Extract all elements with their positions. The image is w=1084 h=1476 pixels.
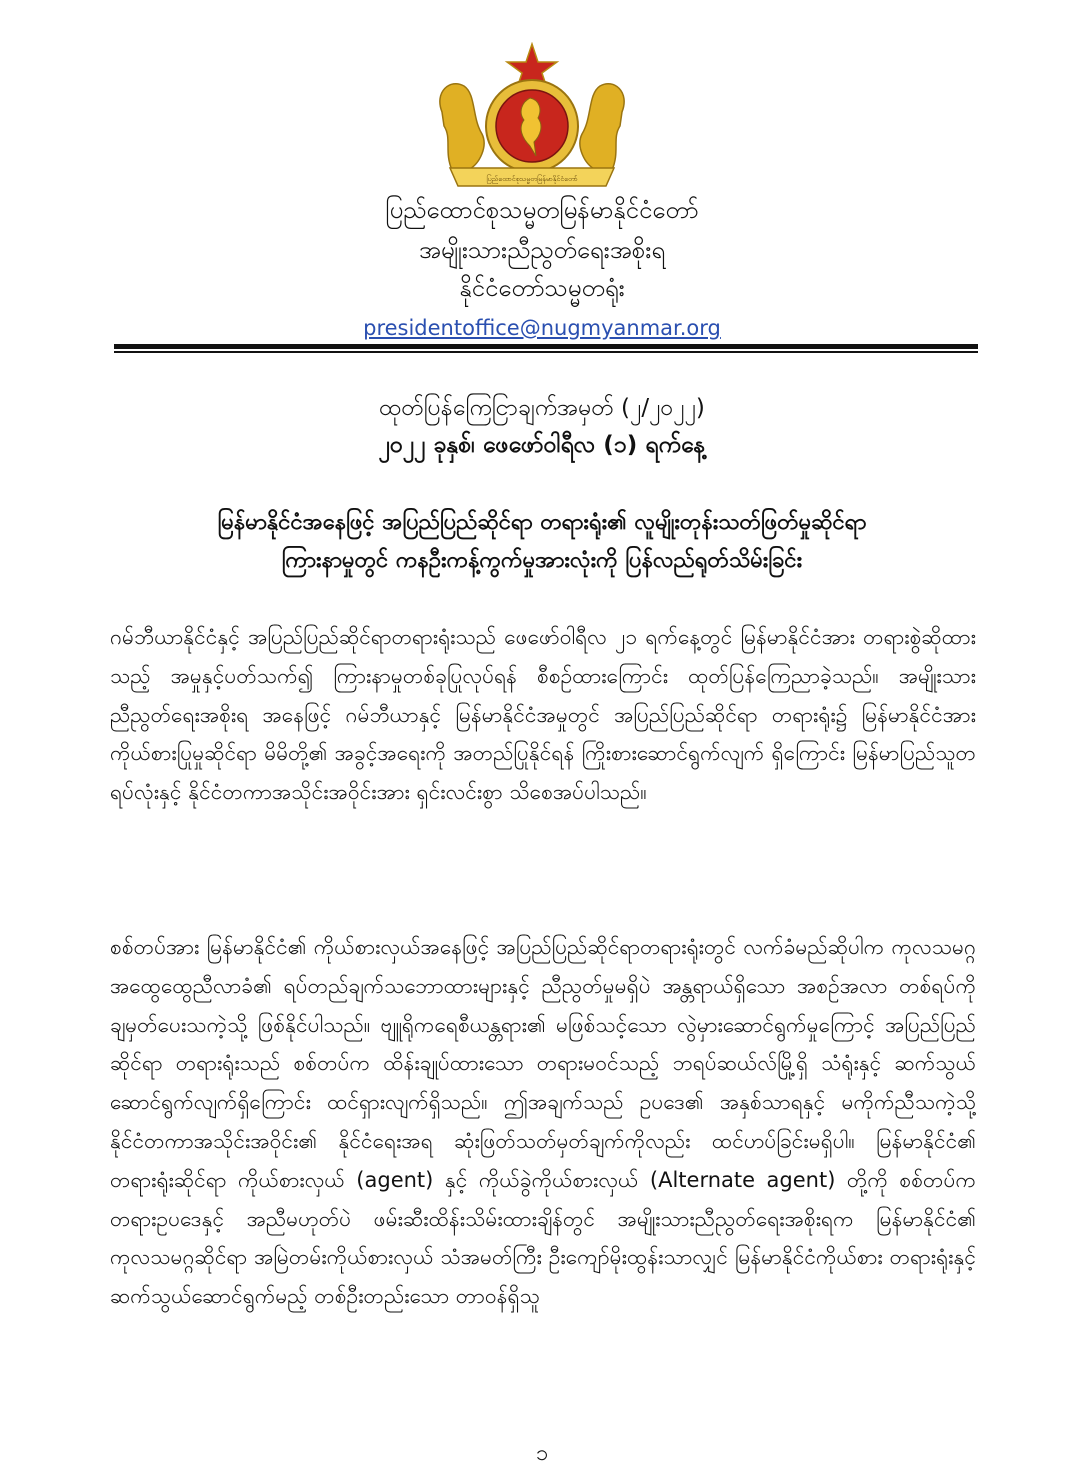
body-paragraph-2: စစ်တပ်အား မြန်မာနိုင်ငံ၏ ကိုယ်စားလှယ်အနေဖြင့် အပြည်ပြည်ဆိုင်ရာတရားရုံးတွင် လက်ခံမည်ဆိုပါက ကုလသမဂ္ဂ အထွေထွေညီလာခံ၏ ရပ်တည်ချက်သဘောထားများနှင့် ညီညွတ်မှုမရှိပဲ အန္တရာယ်ရှိသော အစဉ်အလာ တစ်ရပ်ကို ချမှတ်ပေးသကဲ့သို့ ဖြစ်နိုင်ပါသည်။ ဗျူရိုကရေစီယန္တရား၏ မဖြစ်သင့်သော လွဲမှားဆောင်ရွက်မှုကြောင့် အပြည်ပြည်ဆိုင်ရာ တရားရုံးသည် စစ်တပ်က ထိန်းချုပ်ထားသော တရားမဝင်သည့် ဘရပ်ဆယ်လ်မြို့ရှိ သံရုံးနှင့် ဆက်သွယ်ဆောင်ရွက်လျက်ရှိကြောင်း ထင်ရှားလျက်ရှိသည်။ ဤအချက်သည် ဥပဒေ၏ အနှစ်သာရနှင့် မကိုက်ညီသကဲ့သို့ နိုင်ငံတကာအသိုင်းအဝိုင်း၏ နိုင်ငံရေးအရ ဆုံးဖြတ်သတ်မှတ်ချက်ကိုလည်း ထင်ဟပ်ခြင်းမရှိပါ။ မြန်မာနိုင်ငံ၏ တရားရုံးဆိုင်ရာ ကိုယ်စားလှယ် (agent) နှင့် ကိုယ်ခွဲကိုယ်စားလှယ် (Alternate agent) တို့ကို စစ်တပ်က တရားဥပဒေနှင့် အညီမဟုတ်ပဲ ဖမ်းဆီးထိန်းသိမ်းထားချိန်တွင် အမျိုးသားညီညွတ်ရေးအစိုးရက မြန်မာနိုင်ငံ၏ ကုလသမဂ္ဂဆိုင်ရာ အမြဲတမ်းကိုယ်စားလှယ် သံအမတ်ကြီး ဦးကျော်မိုးထွန်းသာလျှင် မြန်မာနိုင်ငံကိုယ်စား တရားရုံးနှင့် ဆက်သွယ်ဆောင်ရွက်မည့် တစ်ဦးတည်းသော တာဝန်ရှိသူ (110, 935, 976, 1309)
emblem-right-lion (580, 84, 624, 170)
header-line-government: အမျိုးသားညီညွတ်ရေးအစိုးရ (418, 236, 666, 264)
page-number: ၁ (535, 1441, 549, 1466)
body-paragraph-1: ဂမ်ဘီယာနိုင်ငံနှင့် အပြည်ပြည်ဆိုင်ရာတရားရုံးသည် ဖေဖော်ဝါရီလ ၂၁ ရက်နေ့တွင် မြန်မာနိုင်ငံအား တရားစွဲဆိုထားသည့် အမှုနှင့်ပတ်သက်၍ ကြားနာမှုတစ်ခုပြုလုပ်ရန် စီစဉ်ထားကြောင်း ထုတ်ပြန်ကြေညာခဲ့သည်။ အမျိုးသားညီညွတ်ရေးအစိုးရ အနေဖြင့် ဂမ်ဘီယာနှင့် မြန်မာနိုင်ငံအမှုတွင် အပြည်ပြည်ဆိုင်ရာ တရားရုံး၌ မြန်မာနိုင်ငံအား ကိုယ်စားပြုမှုဆိုင်ရာ မိမိတို့၏ အခွင့်အရေးကို အတည်ပြုနိုင်ရန် ကြိုးစားဆောင်ရွက်လျက် ရှိကြောင်း မြန်မာပြည်သူတရပ်လုံးနှင့် နိုင်ငံတကာအသိုင်းအဝိုင်းအား ရှင်းလင်းစွာ သိစေအပ်ပါသည်။ (110, 625, 976, 805)
emblem-left-lion (440, 84, 484, 170)
header-divider-thin (114, 351, 978, 353)
email-link[interactable]: presidentoffice@nugmyanmar.org (363, 316, 721, 340)
state-emblem (430, 42, 634, 192)
svg-text:ပြည်ထောင်စုသမ္မတမြန်မာနိုင်ငံတ: ပြည်ထောင်စုသမ္မတမြန်မာနိုင်ငံတော် (486, 175, 578, 183)
header-line-office: နိုင်ငံတော်သမ္မတရုံး (459, 274, 625, 302)
document-title-line2: ကြားနာမှုတွင် ကနဦးကန့်ကွက်မှုအားလုံးကို ပြန်လည်ရုတ်သိမ်းခြင်း (281, 548, 803, 573)
document-title-line1: မြန်မာနိုင်ငံအနေဖြင့် အပြည်ပြည်ဆိုင်ရာ တရားရုံး၏ လူမျိုးတုန်းသတ်ဖြတ်မှုဆိုင်ရာ (217, 510, 867, 535)
header-line-country: ပြည်ထောင်စုသမ္မတမြန်မာနိုင်ငံတော် (385, 196, 699, 224)
statement-date: ၂၀၂၂ ခုနှစ်၊ ဖေဖော်ဝါရီလ (၁) ရက်နေ့ (378, 432, 706, 458)
header-divider-thick (114, 344, 978, 349)
statement-number: ထုတ်ပြန်ကြေငြာချက်အမှတ် (၂/၂၀၂၂) (379, 395, 705, 421)
